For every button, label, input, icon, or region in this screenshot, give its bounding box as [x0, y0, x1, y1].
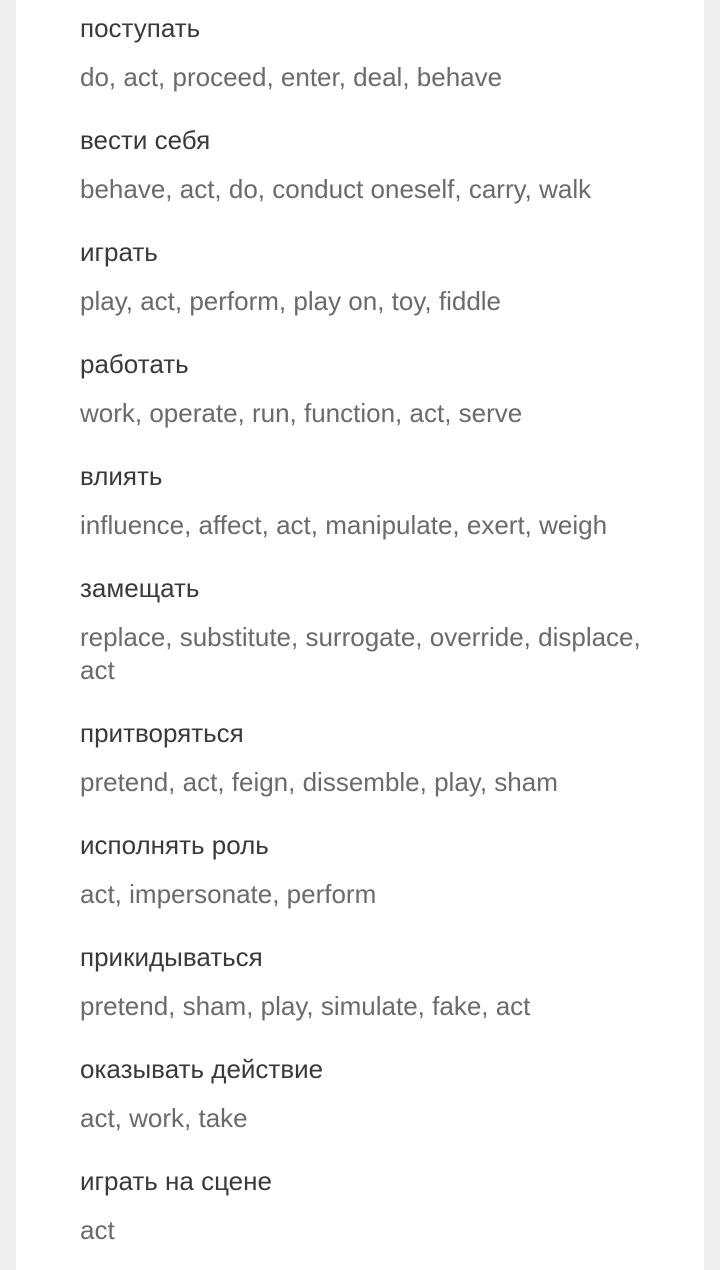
entry-translations: act, impersonate, perform [80, 879, 377, 909]
entry-translations: influence, affect, act, manipulate, exert, weigh [80, 510, 608, 540]
entry-word: оказывать действие [80, 1054, 324, 1084]
entry-translations: act [80, 1215, 115, 1245]
translation-entry[interactable] [80, 828, 680, 911]
entry-translations: pretend, act, feign, dissemble, play, sham [80, 767, 558, 797]
entry-translations: replace, substitute, surrogate, override, displace, act [80, 622, 641, 685]
entry-word: прикидываться [80, 942, 263, 972]
entry-translations: work, operate, run, function, act, serve [80, 398, 523, 428]
translation-entry[interactable] [80, 459, 680, 542]
translation-entry[interactable] [80, 1052, 680, 1135]
entry-word: вести себя [80, 125, 211, 155]
entry-word: влиять [80, 461, 163, 491]
entry-word: поступать [80, 13, 201, 43]
entry-word: замещать [80, 573, 200, 603]
entry-translations: play, act, perform, play on, toy, fiddle [80, 286, 502, 316]
entry-translations: behave, act, do, conduct oneself, carry, walk [80, 174, 592, 204]
entry-translations: do, act, proceed, enter, deal, behave [80, 62, 503, 92]
entry-translations: act, work, take [80, 1103, 248, 1133]
translations-card [16, 0, 704, 1270]
translation-entry[interactable] [80, 571, 680, 687]
translation-entry[interactable] [80, 123, 680, 206]
translation-entry[interactable] [80, 11, 680, 94]
translation-entry[interactable] [80, 347, 680, 430]
entry-word: работать [80, 349, 189, 379]
translation-entry[interactable] [80, 940, 680, 1023]
translation-entry[interactable] [80, 716, 680, 799]
entry-word: исполнять роль [80, 830, 269, 860]
entry-word: притворяться [80, 718, 244, 748]
entry-word: играть [80, 237, 158, 267]
translation-entry[interactable] [80, 1164, 680, 1247]
entry-word: играть на сцене [80, 1166, 272, 1196]
translation-entry[interactable] [80, 235, 680, 318]
entry-translations: pretend, sham, play, simulate, fake, act [80, 991, 531, 1021]
